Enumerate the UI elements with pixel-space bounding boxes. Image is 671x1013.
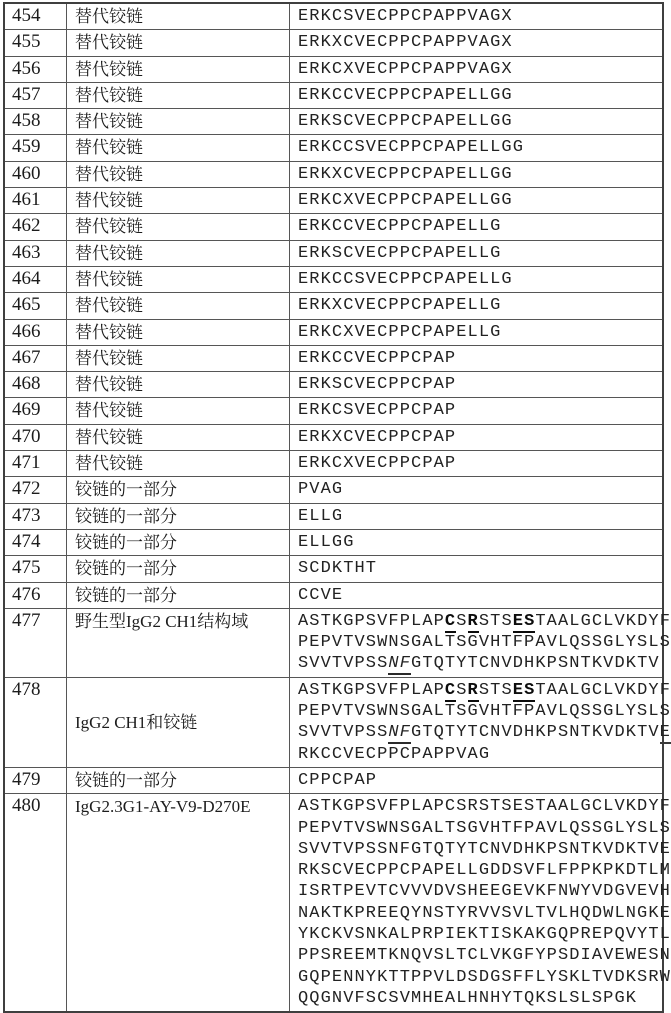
sequence-line xyxy=(298,269,660,290)
sequence-segment: PEPVTVSWNSGALTSGVHTFPAVLQSSGLYSLS xyxy=(298,633,671,653)
sequence-cell xyxy=(290,345,664,371)
sequence-cell xyxy=(290,30,664,56)
description-cell: 替代铰链 xyxy=(67,345,290,371)
sequence-id-cell: 457 xyxy=(4,82,67,108)
sequence-segment: ERKCXVECPPCPAPELLGG xyxy=(298,191,513,211)
sequence-line xyxy=(298,32,660,53)
sequence-segment: TAALGCLVKDYF xyxy=(535,680,671,700)
sequence-line xyxy=(298,744,660,765)
sequence-segment: PEPVTVSWNSGALTSGVHTFPAVLQSSGLYSLS xyxy=(298,702,671,722)
sequence-segment: YKCKVSNKALPRPIEKTISKAKGQPREPQVYTL xyxy=(298,924,671,944)
sequence-id-cell: 460 xyxy=(4,161,67,187)
table-row xyxy=(4,240,663,266)
sequence-line xyxy=(298,479,660,500)
sequence-line xyxy=(298,967,671,988)
sequence-segment: NAKTKPREEQYNSTYRVVSVLTVLHQDWLNGKE xyxy=(298,903,671,923)
sequence-cell xyxy=(290,240,664,266)
sequence-id-cell: 469 xyxy=(4,398,67,424)
sequence-id-cell: 464 xyxy=(4,266,67,292)
table-row xyxy=(4,608,663,677)
description-cell: 替代铰链 xyxy=(67,214,290,240)
sequence-cell xyxy=(290,503,664,529)
sequence-line xyxy=(298,295,660,316)
description-cell: IgG2 CH1和铰链 xyxy=(67,677,290,767)
sequence-id-cell: 462 xyxy=(4,214,67,240)
sequence-line xyxy=(298,216,660,237)
sequence-id-cell: 468 xyxy=(4,372,67,398)
sequence-segment: GTQTYTCNVDHKPSNTKVDKTV xyxy=(411,654,660,674)
sequence-segment: R xyxy=(467,680,479,700)
description-cell: IgG2.3G1-AY-V9-D270E xyxy=(67,794,290,1012)
table-row xyxy=(4,451,663,477)
description-cell: 铰链的一部分 xyxy=(67,767,290,793)
sequence-line xyxy=(298,374,660,395)
sequence-cell xyxy=(290,319,664,345)
sequence-cell xyxy=(290,582,664,608)
sequence-cell xyxy=(290,767,664,793)
sequence-segment: ES xyxy=(512,680,536,700)
table-row xyxy=(4,293,663,319)
table-row xyxy=(4,3,663,30)
sequence-segment: ERKCCVECPPCPAP xyxy=(298,348,457,368)
sequence-cell xyxy=(290,109,664,135)
sequence-line xyxy=(298,6,660,27)
table-row xyxy=(4,477,663,503)
sequence-id-cell: 479 xyxy=(4,767,67,793)
description-cell: 替代铰链 xyxy=(67,109,290,135)
sequence-line xyxy=(298,722,671,743)
sequence-segment: ERKCXVECPPCPAP xyxy=(298,454,457,474)
sequence-cell xyxy=(290,477,664,503)
sequence-segment: QQGNVFSCSVMHEALHNHYTQKSLSLSPGK xyxy=(298,988,638,1008)
sequence-segment: PPSREEMTKNQVSLTCLVKGFYPSDIAVEWESN xyxy=(298,946,671,966)
table-row xyxy=(4,214,663,240)
sequence-listing-table xyxy=(3,2,671,1013)
table-row xyxy=(4,345,663,371)
sequence-id-cell: 458 xyxy=(4,109,67,135)
sequence-segment: ES xyxy=(512,611,536,631)
description-cell: 替代铰链 xyxy=(67,82,290,108)
sequence-cell xyxy=(290,529,664,555)
sequence-id-cell: 476 xyxy=(4,582,67,608)
description-cell: 替代铰链 xyxy=(67,161,290,187)
description-cell: 替代铰链 xyxy=(67,3,290,30)
sequence-segment: C xyxy=(444,611,457,631)
description-cell: 替代铰链 xyxy=(67,30,290,56)
sequence-line xyxy=(298,611,671,632)
sequence-id-cell: 455 xyxy=(4,30,67,56)
sequence-cell xyxy=(290,608,671,677)
sequence-cell xyxy=(290,794,671,1012)
sequence-id-cell: 475 xyxy=(4,556,67,582)
table-row xyxy=(4,767,663,793)
sequence-segment: ERKCSVECPPCPAPPVAGX xyxy=(298,7,513,26)
sequence-id-cell: 456 xyxy=(4,56,67,82)
sequence-segment: ERKCCSVECPPCPAPELLGG xyxy=(298,138,525,158)
sequence-line xyxy=(298,680,671,701)
sequence-segment: R xyxy=(467,611,479,631)
table-row xyxy=(4,677,663,767)
sequence-id-cell: 465 xyxy=(4,293,67,319)
description-cell: 替代铰链 xyxy=(67,319,290,345)
table-row xyxy=(4,372,663,398)
sequence-cell xyxy=(290,424,664,450)
description-cell: 替代铰链 xyxy=(67,424,290,450)
description-cell: 替代铰链 xyxy=(67,293,290,319)
sequence-id-cell: 461 xyxy=(4,188,67,214)
sequence-cell xyxy=(290,372,664,398)
sequence-segment: RKSCVECPPCPAPELLGDDSVFLFPPKPKDTLM xyxy=(298,861,671,881)
sequence-segment: GTQTYTCNVDHKPSNTKVDKTV xyxy=(411,723,660,743)
sequence-id-cell: 473 xyxy=(4,503,67,529)
sequence-line xyxy=(298,427,660,448)
sequence-segment: PEPVTVSWNSGALTSGVHTFPAVLQSSGLYSLS xyxy=(298,818,671,838)
table-row xyxy=(4,529,663,555)
sequence-line xyxy=(298,558,660,579)
table-row xyxy=(4,503,663,529)
table-row xyxy=(4,398,663,424)
sequence-line xyxy=(298,243,660,264)
table-row xyxy=(4,794,663,1012)
sequence-cell xyxy=(290,266,664,292)
sequence-line xyxy=(298,818,671,839)
table-row xyxy=(4,56,663,82)
description-cell: 替代铰链 xyxy=(67,372,290,398)
sequence-cell xyxy=(290,56,664,82)
table-row xyxy=(4,109,663,135)
description-cell: 替代铰链 xyxy=(67,240,290,266)
sequence-segment: SVVTVPSS xyxy=(298,723,389,743)
sequence-cell xyxy=(290,451,664,477)
description-cell: 野生型IgG2 CH1结构域 xyxy=(67,608,290,677)
sequence-segment: RKCCVECPPCPAPPVAG xyxy=(298,744,491,764)
sequence-line xyxy=(298,453,660,474)
sequence-line xyxy=(298,860,671,881)
sequence-segment: PVAG xyxy=(298,480,344,500)
sequence-id-cell: 471 xyxy=(4,451,67,477)
description-cell: 铰链的一部分 xyxy=(67,556,290,582)
sequence-cell xyxy=(290,398,664,424)
sequence-cell xyxy=(290,82,664,108)
sequence-line xyxy=(298,322,660,343)
sequence-line xyxy=(298,632,671,653)
sequence-segment: ERKSCVECPPCPAPELLGG xyxy=(298,112,513,132)
sequence-segment: STS xyxy=(478,611,513,631)
sequence-line xyxy=(298,400,660,421)
table-row xyxy=(4,82,663,108)
sequence-id-cell: 459 xyxy=(4,135,67,161)
description-cell: 替代铰链 xyxy=(67,188,290,214)
sequence-segment: ERKXCVECPPCPAPPVAGX xyxy=(298,33,513,53)
description-cell: 替代铰链 xyxy=(67,398,290,424)
table-row xyxy=(4,556,663,582)
sequence-segment: ERKCXVECPPCPAPELLG xyxy=(298,322,502,342)
sequence-line xyxy=(298,348,660,369)
sequence-line xyxy=(298,796,671,817)
sequence-line xyxy=(298,770,660,791)
description-cell: 替代铰链 xyxy=(67,135,290,161)
sequence-segment: SCDKTHT xyxy=(298,559,378,579)
sequence-segment: ERKCCVECPPCPAPELLGG xyxy=(298,85,513,105)
table-row xyxy=(4,582,663,608)
sequence-segment: ERKCCVECPPCPAPELLG xyxy=(298,217,502,237)
table-row xyxy=(4,319,663,345)
sequence-segment: ASTKGPSVFPLAP xyxy=(298,611,445,631)
sequence-line xyxy=(298,945,671,966)
sequence-line xyxy=(298,111,660,132)
sequence-cell xyxy=(290,214,664,240)
sequence-line xyxy=(298,924,671,945)
table-row xyxy=(4,424,663,450)
sequence-segment: ERKSCVECPPCPAPELLG xyxy=(298,243,502,263)
description-cell: 铰链的一部分 xyxy=(67,529,290,555)
sequence-cell xyxy=(290,293,664,319)
sequence-line xyxy=(298,903,671,924)
sequence-id-cell: 463 xyxy=(4,240,67,266)
sequence-segment: ERKCSVECPPCPAP xyxy=(298,401,457,421)
sequence-line xyxy=(298,506,660,527)
description-cell: 替代铰链 xyxy=(67,56,290,82)
sequence-segment: ERKXCVECPPCPAPELLGG xyxy=(298,164,513,184)
sequence-segment: NF xyxy=(388,723,412,743)
sequence-id-cell: 470 xyxy=(4,424,67,450)
sequence-cell xyxy=(290,556,664,582)
sequence-cell xyxy=(290,188,664,214)
sequence-segment: ISRTPEVTCVVVDVSHEEGEVKFNWYVDGVEVH xyxy=(298,882,671,902)
sequence-segment: S xyxy=(456,680,468,700)
sequence-id-cell: 474 xyxy=(4,529,67,555)
sequence-line xyxy=(298,85,660,106)
table-row xyxy=(4,266,663,292)
sequence-segment: E xyxy=(659,723,671,743)
table-row xyxy=(4,135,663,161)
sequence-line xyxy=(298,701,671,722)
sequence-id-cell: 472 xyxy=(4,477,67,503)
sequence-line xyxy=(298,59,660,80)
sequence-segment: ERKXCVECPPCPAPELLG xyxy=(298,296,502,316)
sequence-segment: GQPENNYKTTPPVLDSDGSFFLYSKLTVDKSRW xyxy=(298,967,671,987)
description-cell: 替代铰链 xyxy=(67,451,290,477)
sequence-line xyxy=(298,190,660,211)
sequence-cell xyxy=(290,161,664,187)
description-cell: 铰链的一部分 xyxy=(67,503,290,529)
sequence-line xyxy=(298,988,660,1009)
sequence-segment: NF xyxy=(388,654,412,674)
description-cell: 铰链的一部分 xyxy=(67,477,290,503)
sequence-segment: SVVTVPSS xyxy=(298,654,389,674)
sequence-segment: ERKXCVECPPCPAP xyxy=(298,427,457,447)
sequence-line xyxy=(298,137,660,158)
sequence-segment: ELLG xyxy=(298,506,344,526)
sequence-segment: S xyxy=(456,611,468,631)
sequence-segment: ERKCCSVECPPCPAPELLG xyxy=(298,269,513,289)
sequence-segment: TAALGCLVKDYF xyxy=(535,611,671,631)
sequence-table-body xyxy=(4,3,671,1012)
sequence-id-cell: 477 xyxy=(4,608,67,677)
sequence-line xyxy=(298,532,660,553)
description-cell: 铰链的一部分 xyxy=(67,582,290,608)
sequence-segment: ELLGG xyxy=(298,532,355,552)
sequence-line xyxy=(298,839,671,860)
sequence-line xyxy=(298,585,660,606)
sequence-segment: ASTKGPSVFPLAP xyxy=(298,680,445,700)
sequence-line xyxy=(298,881,671,902)
sequence-line xyxy=(298,164,660,185)
sequence-id-cell: 480 xyxy=(4,794,67,1012)
table-row xyxy=(4,161,663,187)
sequence-cell xyxy=(290,677,671,767)
sequence-cell xyxy=(290,135,664,161)
sequence-id-cell: 478 xyxy=(4,677,67,767)
sequence-segment: C xyxy=(444,680,457,700)
sequence-id-cell: 467 xyxy=(4,345,67,371)
description-cell: 替代铰链 xyxy=(67,266,290,292)
table-row xyxy=(4,30,663,56)
sequence-cell xyxy=(290,3,664,30)
sequence-segment: STS xyxy=(478,680,513,700)
sequence-id-cell: 454 xyxy=(4,3,67,30)
table-row xyxy=(4,188,663,214)
sequence-segment: ERKCXVECPPCPAPPVAGX xyxy=(298,59,513,79)
sequence-segment: CCVE xyxy=(298,585,344,605)
sequence-line xyxy=(298,653,660,674)
sequence-id-cell: 466 xyxy=(4,319,67,345)
sequence-segment: SVVTVPSSNFGTQTYTCNVDHKPSNTKVDKTVE xyxy=(298,839,671,859)
sequence-segment: CPPCPAP xyxy=(298,770,378,790)
sequence-segment: ASTKGPSVFPLAPCSRSTSESTAALGCLVKDYF xyxy=(298,797,671,817)
sequence-segment: ERKSCVECPPCPAP xyxy=(298,375,457,395)
